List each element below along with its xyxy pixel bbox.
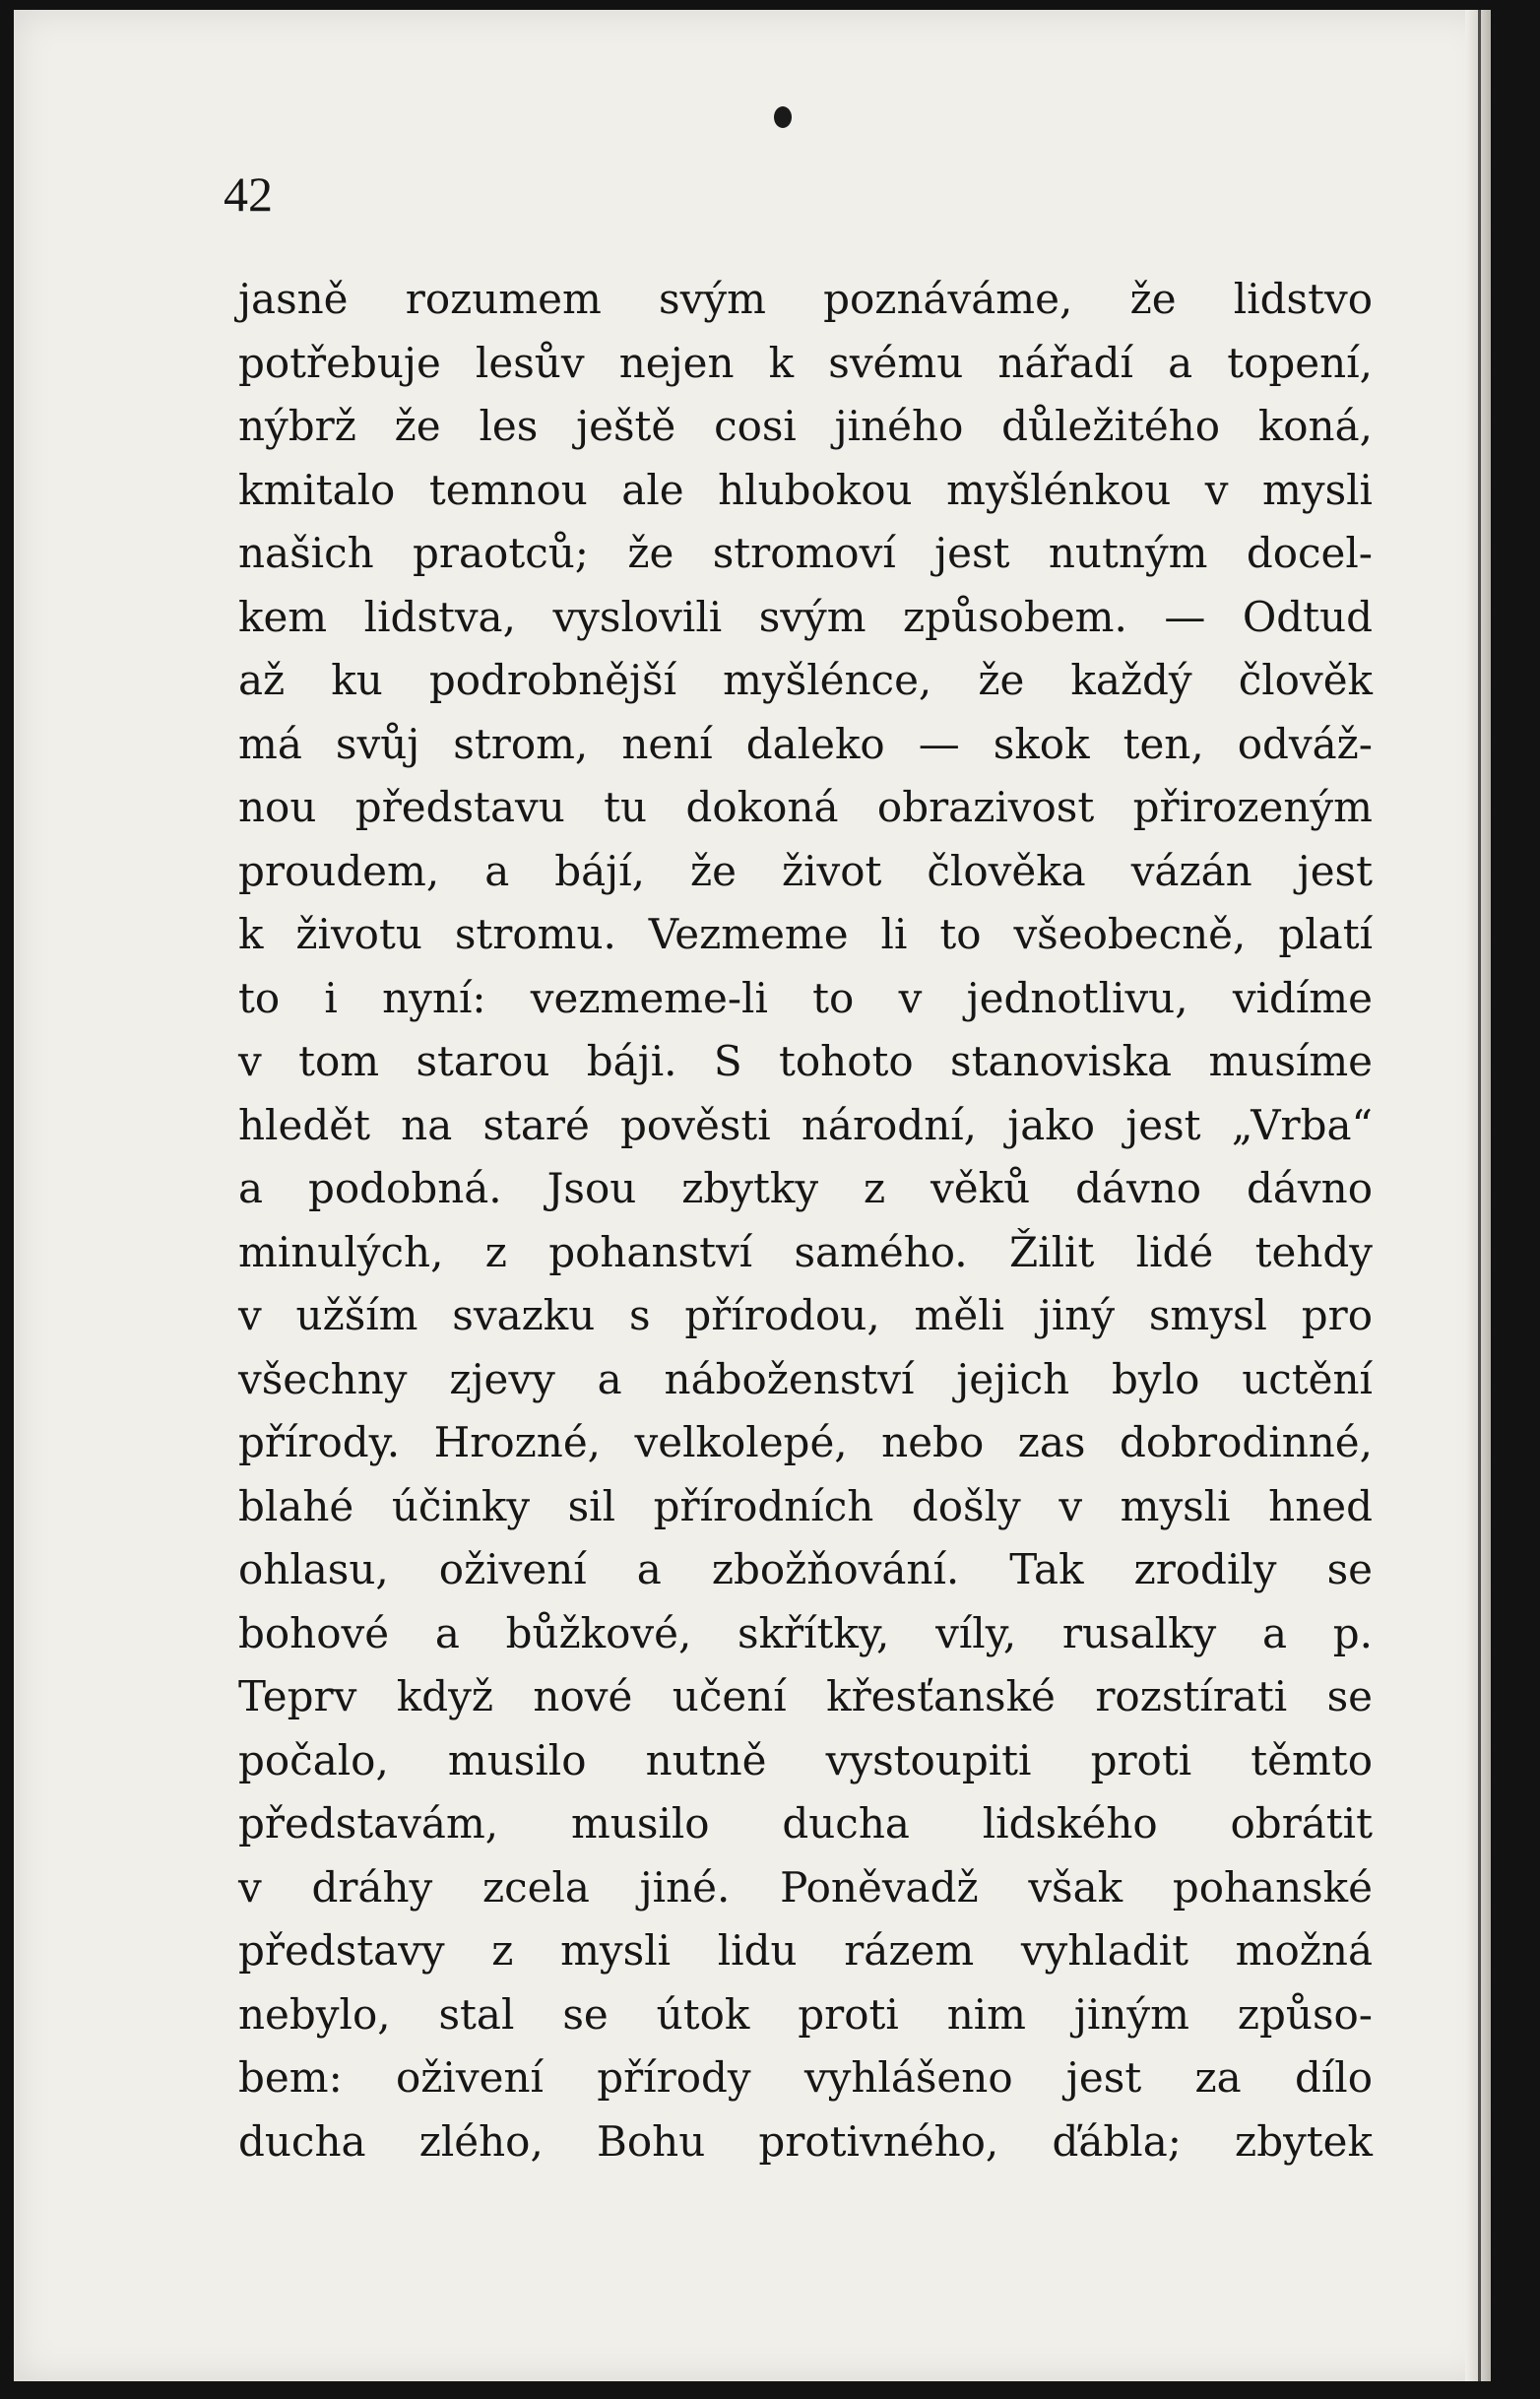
text-line: představám, musilo ducha lidského obrátit bbox=[238, 1799, 1373, 1848]
body-text bbox=[238, 268, 1373, 2173]
text-line: počalo, musilo nutně vystoupiti proti těmto bbox=[238, 1735, 1373, 1784]
text-line: všechny zjevy a náboženství jejich bylo uctění bbox=[238, 1354, 1373, 1403]
text-line: nýbrž že les ještě cosi jiného důležitého koná, bbox=[238, 402, 1373, 450]
text-line: to i nyní: vezmeme-li to v jednotlivu, vidíme bbox=[238, 973, 1373, 1022]
text-line: blahé účinky sil přírodních došly v mysli hned bbox=[238, 1481, 1373, 1530]
text-line: proudem, a bájí, že život člověka vázán jest bbox=[238, 846, 1373, 895]
text-line: má svůj strom, není daleko — skok ten, odváž- bbox=[238, 719, 1373, 768]
text-line: potřebuje lesův nejen k svému nářadí a topení, bbox=[238, 338, 1373, 387]
text-line: bohové a bůžkové, skřítky, víly, rusalky a p. bbox=[238, 1608, 1373, 1657]
ink-speck bbox=[774, 106, 792, 128]
binding-line bbox=[1478, 10, 1481, 2381]
text-line: ohlasu, oživení a zbožňování. Tak zrodily se bbox=[238, 1545, 1373, 1593]
text-line: bem: oživení přírody vyhlášeno jest za dílo bbox=[238, 2053, 1373, 2102]
text-line: k životu stromu. Vezmeme li to všeobecně, platí bbox=[238, 910, 1373, 958]
text-line: minulých, z pohanství samého. Žilit lidé tehdy bbox=[238, 1227, 1373, 1276]
text-line: v užším svazku s přírodou, měli jiný smysl pro bbox=[238, 1291, 1373, 1339]
text-line: přírody. Hrozné, velkolepé, nebo zas dobrodinné, bbox=[238, 1418, 1373, 1466]
text-line: nebylo, stal se útok proti nim jiným způso- bbox=[238, 1989, 1373, 2039]
book-page bbox=[14, 10, 1491, 2381]
text-line: ducha zlého, Bohu protivného, ďábla; zbytek bbox=[238, 2116, 1373, 2166]
text-line: v dráhy zcela jiné. Poněvadž však pohanské bbox=[238, 1862, 1373, 1912]
text-line: představy z mysli lidu rázem vyhladit možná bbox=[238, 1926, 1373, 1975]
text-line: až ku podrobnější myšlénce, že každý člověk bbox=[238, 656, 1373, 704]
text-line: v tom starou báji. S tohoto stanoviska musíme bbox=[238, 1037, 1373, 1085]
text-line: kem lidstva, vyslovili svým způsobem. — Odtud bbox=[238, 592, 1373, 641]
text-line: hledět na staré pověsti národní, jako jest „Vrba“ bbox=[238, 1100, 1373, 1149]
text-line: Teprv když nové učení křesťanské rozstírati se bbox=[238, 1672, 1373, 1720]
text-line: kmitalo temnou ale hlubokou myšlénkou v mysli bbox=[238, 465, 1373, 514]
text-line: a podobná. Jsou zbytky z věků dávno dávno bbox=[238, 1164, 1373, 1212]
text-line: našich praotců; že stromoví jest nutným docel- bbox=[238, 529, 1373, 577]
text-line: nou představu tu dokoná obrazivost přirozeným bbox=[238, 783, 1373, 831]
text-line: jasně rozumem svým poznáváme, že lidstvo bbox=[238, 275, 1373, 323]
page-number: 42 bbox=[224, 166, 273, 222]
